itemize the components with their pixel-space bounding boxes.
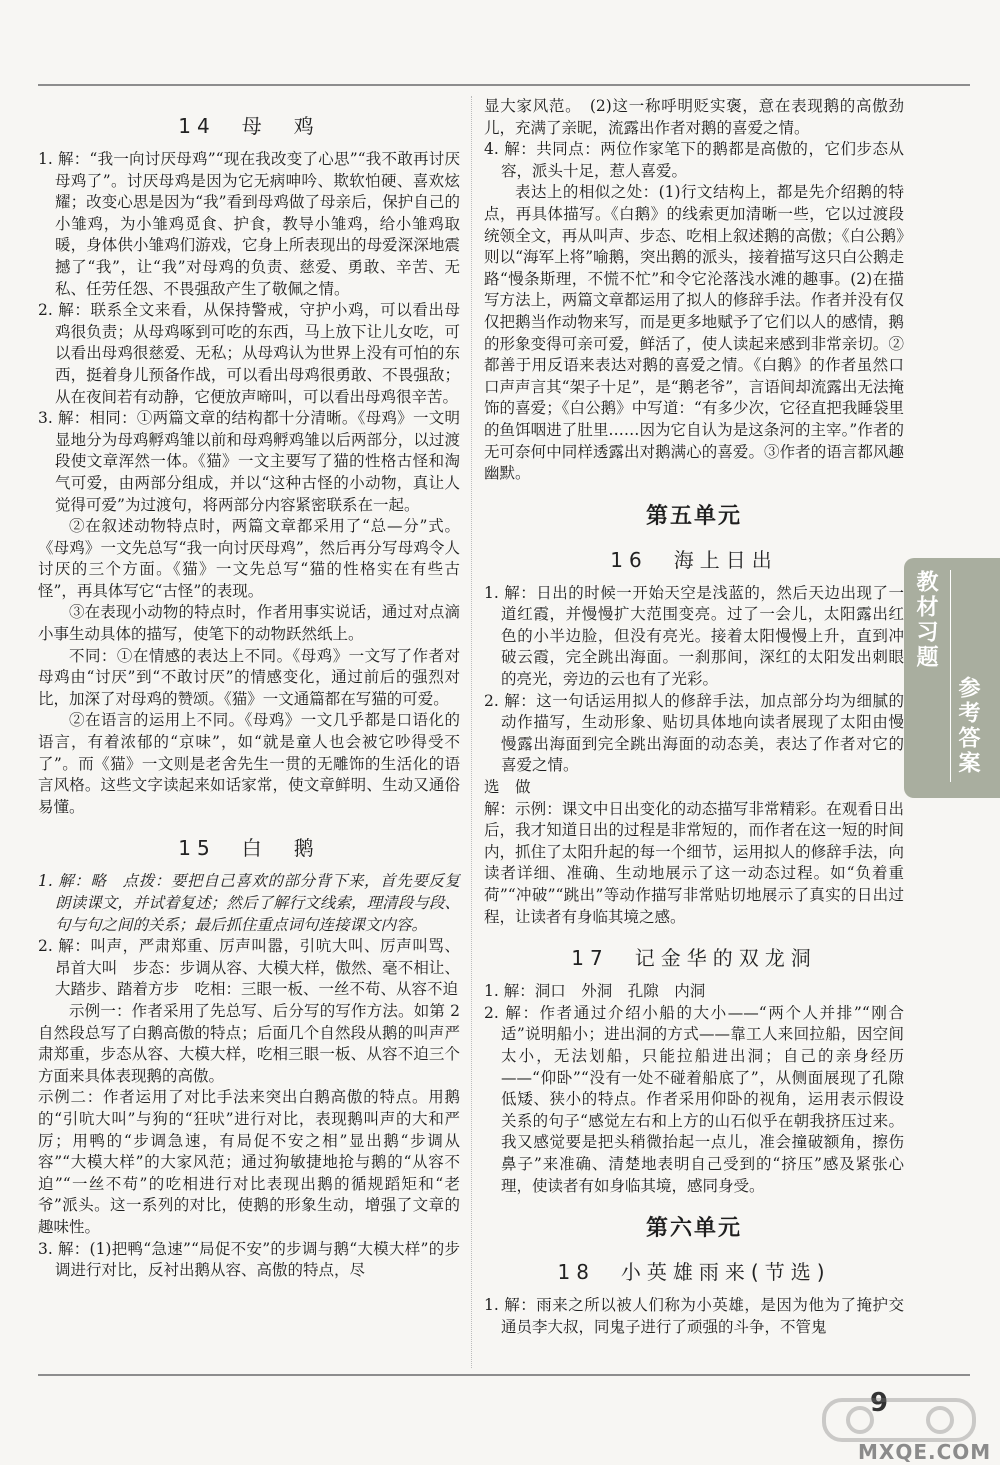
left-column xyxy=(38,96,460,1282)
right-column xyxy=(484,96,904,1338)
tab-label-reference-answers: 参考答案 xyxy=(955,676,980,776)
answer-16-1: 1. 解：日出的时候一开始天空是浅蓝的，然后天边出现了一道红霞，并慢慢扩大范围变亮。过了一会儿，太阳露出红色的小半边脸，但没有亮光。接着太阳慢慢上升，直到冲破云霞，完全跳出海面。一刹那间，深红的太阳发出刺眼的亮光，旁边的云也有了光彩。 xyxy=(484,583,904,689)
answer-15-4: 4. 解：共同点：两位作家笔下的鹅都是高傲的，它们步态从容，派头十足，惹人喜爱。 xyxy=(484,140,904,180)
tab-label-textbook-exercises: 教材习题 xyxy=(913,570,938,670)
optional-exercise-answer: 解：示例：课文中日出变化的动态描写非常精彩。在观看日出后，我才知道日出的过程是非常短的，而作者在这一短的时间内，抓住了太阳升起的每一个细节，运用拟人的修辞手法，向读者详细、准确、生动地展示了这一动态过程。如“负着重荷”“冲破”“跳出”等动作描写非常贴切地展示了真实的日出过程，让读者有身临其境之感。 xyxy=(484,799,904,926)
unit-5-title: 第五单元 xyxy=(645,503,742,529)
answer-15-1: 1. 解：略 点拨：要把自己喜欢的部分背下来，首先要反复朗读课文，并试着复述；然后了解行文线索，理清段与段、句与句之间的关系；最后抓住重点词句连接课文内容。 xyxy=(38,872,460,934)
answer-15-4-expression: 表达上的相似之处：(1)行文结构上，都是先介绍鹅的特点，再具体描写。《白鹅》的线索更加清晰一些，它以过渡段统领全文，再从叫声、步态、吃相上叙述鹅的高傲；《白公鹅》则以“海军上将”喻鹅，突出鹅的派头，接着描写这只白公鹅走路“慢条斯理，不慌不忙”和令它沦落浅水滩的趣事。(2)在描写方法上，两篇文章都运用了拟人的修辞手法。作者并没有仅仅把鹅当作动物来写，而是更多地赋予了它们以人的感情，鹅的形象变得可亲可爱，鲜活了，使人读起来感到非常亲切。②都善于用反语来表达对鹅的喜爱之情。《白鹅》的作者虽然口口声声言其“架子十足”，是“鹅老爷”，言语间却流露出无法掩饰的喜爱；《白公鹅》中写道：“有多少次，它径直把我睡袋里的鱼饵咽进了肚里……因为它自认为是这条河的主宰。”作者的无可奈何中同样透露出对鹅满心的喜爱。③作者的语言都风趣幽默。 xyxy=(484,183,904,483)
page-number: 9 xyxy=(870,1388,889,1418)
answer-14-3-point-3: ③在表现小动物的特点时，作者用事实说话，通过对点滴小事生动具体的描写，使笔下的动物跃然纸上。 xyxy=(38,603,460,644)
lesson-14-title: 14 母 鸡 xyxy=(178,114,320,138)
lesson-16-title: 16 海上日出 xyxy=(610,547,778,572)
optional-exercise-label: 选 做 xyxy=(484,778,531,797)
unit-6-title: 第六单元 xyxy=(645,1216,742,1242)
watermark-text: MXQE.COM xyxy=(858,1440,992,1464)
answer-14-1: 1. 解：“我一向讨厌母鸡”“现在我改变了心思”“我不敢再讨厌母鸡了”。讨厌母鸡是因为它无病呻吟、欺软怕硬、喜欢炫耀；改变心思是因为“我”看到母鸡做了母亲后，保护自己的小雏鸡，为小雏鸡觅食、护食，教导小雏鸡，给小雏鸡取暖，身体供小雏鸡们游戏，它身上所表现出的母爱深深地震撼了“我”，让“我”对母鸡的负责、慈爱、勇敢、辛苦、无私、任劳任怨、不畏强敌产生了敬佩之情。 xyxy=(38,150,460,298)
lesson-17-title: 17 记金华的双龙洞 xyxy=(571,946,817,971)
answer-15-3: 3. 解：(1)把鸭“急速”“局促不安”的步调与鹅“大模大样”的步调进行对比，反衬出鹅从容、高傲的特点，尽 xyxy=(38,1239,460,1280)
answer-17-2: 2. 解：作者通过介绍小船的大小——“两个人并排”“刚合适”说明船小；进出洞的方式——靠工人来回拉船，因空间太小，无法划船，只能拉船进出洞；自己的亲身经历——“仰卧”“没有一处不碰着船底了”，从侧面展现了孔隙低矮、狭小的特点。作者采用仰卧的视角，运用表示假设关系的句子“感觉左右和上方的山石似乎在朝我挤压过来。我又感觉要是把头稍微抬起一点儿，准会撞破额角，擦伤鼻子”来准确、清楚地表明自己受到的“挤压”感及紧张心理，使读者有如身临其境，感同身受。 xyxy=(484,1003,904,1195)
answer-14-3-difference-2: ②在语言的运用上不同。《母鸡》一文几乎都是口语化的语言，有着浓郁的“京味”，如“就是童人也会被它吵得受不了”。而《猫》一文则是老舍先生一贯的无雕饰的生活化的语言风格。这些文字读起来如话家常，使文章鲜明、生动又通俗易懂。 xyxy=(38,711,460,816)
answer-15-2-example-1: 示例一：作者采用了先总写、后分写的写作方法。如第 2 自然段总写了白鹅高傲的特点；后面几个自然段从鹅的叫声严肃郑重，步态从容、大模大样，吃相三眼一板、从容不迫三个方面来具体表现鹅的高傲。 xyxy=(38,1001,460,1085)
answer-15-2: 2. 解：叫声，严肃郑重、厉声叫嚣，引吭大叫、厉声叫骂、昂首大叫 步态：步调从容、大模大样，傲然、毫不相让、大踏步、踏着方步 吃相：三眼一板、一丝不苟、从容不迫 xyxy=(38,937,460,999)
answer-14-3-point-2: ②在叙述动物特点时，两篇文章都采用了“总—分”式。《母鸡》一文先总写“我一向讨厌母鸡”，然后再分写母鸡令人讨厌的三个方面。《猫》一文先总写“猫的性格实在有些古怪”，再具体写它“古怪”的表现。 xyxy=(38,517,460,600)
answer-18-1: 1. 解：雨来之所以被人们称为小英雄，是因为他为了掩护交通员李大叔，同鬼子进行了顽强的斗争，不管鬼 xyxy=(484,1296,904,1336)
answer-14-3: 3. 解：相同：①两篇文章的结构都十分清晰。《母鸡》一文明显地分为母鸡孵鸡雏以前和母鸡孵鸡雏以后两部分，以过渡段使文章浑然一体。《猫》一文主要写了猫的性格古怪和淘气可爱，由两部分组成，并以“这种古怪的小动物，真让人觉得可爱”为过渡句，将两部分内容紧密联系在一起。 xyxy=(38,409,460,514)
answer-15-3-continued: 显大家风范。 (2)这一称呼明贬实褒，意在表现鹅的高傲劲儿，充满了亲昵，流露出作者对鹅的喜爱之情。 xyxy=(484,97,904,137)
answer-16-2: 2. 解：这一句话运用拟人的修辞手法，加点部分均为细腻的动作描写，生动形象、贴切具体地向读者展现了太阳由慢慢露出海面到完全跳出海面的动态美，表达了作者对它的喜爱之情。 xyxy=(484,691,904,775)
section-tab xyxy=(904,558,1000,798)
bottom-rule xyxy=(38,1374,970,1376)
lesson-15-title: 15 白 鹅 xyxy=(178,836,320,861)
top-rule xyxy=(38,84,970,86)
answer-15-2-example-2: 示例二：作者运用了对比手法来突出白鹅高傲的特点。用鹅的“引吭大叫”与狗的“狂吠”进行对比，表现鹅叫声的大和严厉；用鸭的“步调急速，有局促不安之相”显出鹅“步调从容”“大模大样”的大家风范；通过狗敏捷地抢与鹅的“从容不迫”“一丝不苟”的吃相进行对比表现出鹅的循规蹈矩和“老爷”派头。这一系列的对比，使鹅的形象生动，增强了文章的趣味性。 xyxy=(38,1088,460,1236)
answer-14-2: 2. 解：联系全文来看，从保持警戒，守护小鸡，可以看出母鸡很负责；从母鸡啄到可吃的东西，马上放下让儿女吃，可以看出母鸡很慈爱、无私；从母鸡认为世界上没有可怕的东西，挺着身儿预备作战，可以看出母鸡很勇敢、不畏强敌；从在夜间若有动静，它便放声啼叫，可以看出母鸡很辛苦。 xyxy=(38,301,460,406)
tab-separator xyxy=(950,570,951,782)
answer-14-3-difference-1: 不同：①在情感的表达上不同。《母鸡》一文写了作者对母鸡由“讨厌”到“不敢讨厌”的情感变化，通过前后的强烈对比，加深了对母鸡的赞颂。《猫》一文通篇都在写猫的可爱。 xyxy=(38,646,460,708)
column-divider xyxy=(471,96,472,1368)
answer-17-1: 1. 解：洞口 外洞 孔隙 内洞 xyxy=(484,982,706,1001)
lesson-18-title: 18 小英雄雨来(节选) xyxy=(557,1260,831,1285)
